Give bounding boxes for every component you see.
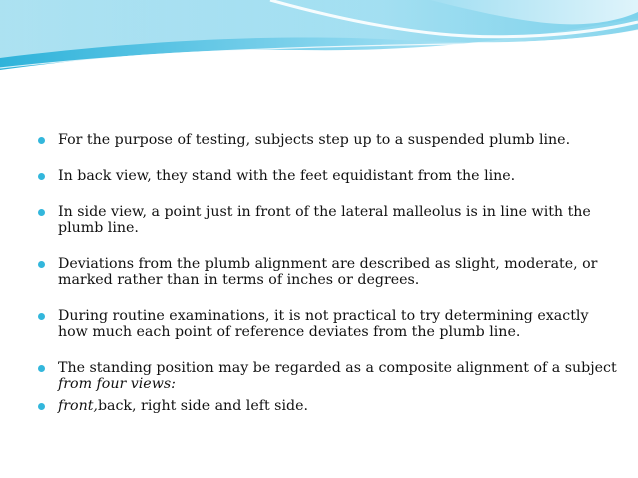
bullet-dot-icon <box>38 365 45 372</box>
bullet-item <box>38 132 618 148</box>
decorative-wave-header <box>0 0 638 80</box>
bullet-item <box>38 204 618 236</box>
bullet-text: back, right side and left side. <box>97 398 308 414</box>
bullet-dot-icon <box>38 313 45 320</box>
bullet-text: During routine examinations, it is not practical to try determining exactly how much each point of reference deviates from the plumb line. <box>58 308 589 340</box>
bullet-list <box>38 132 618 414</box>
bullet-item <box>38 360 618 392</box>
bullet-text: The standing position may be regarded as a composite alignment of a subject <box>58 360 617 376</box>
bullet-item <box>38 256 618 288</box>
bullet-italic-text: front, <box>58 398 98 414</box>
bullet-text: In side view, a point just in front of the lateral malleolus is in line with the plumb line. <box>58 204 591 236</box>
bullet-text: Deviations from the plumb alignment are described as slight, moderate, or marked rather than in terms of inches or degrees. <box>58 256 598 288</box>
bullet-item <box>38 308 618 340</box>
bullet-text: In back view, they stand with the feet equidistant from the line. <box>58 168 516 184</box>
bullet-dot-icon <box>38 173 45 180</box>
bullet-dot-icon <box>38 261 45 268</box>
bullet-item <box>38 168 618 184</box>
bullet-dot-icon <box>38 403 45 410</box>
bullet-italic-text: from four views: <box>58 376 176 392</box>
bullet-dot-icon <box>38 137 45 144</box>
bullet-text: For the purpose of testing, subjects step up to a suspended plumb line. <box>58 132 571 148</box>
bullet-item <box>38 398 618 414</box>
bullet-dot-icon <box>38 209 45 216</box>
